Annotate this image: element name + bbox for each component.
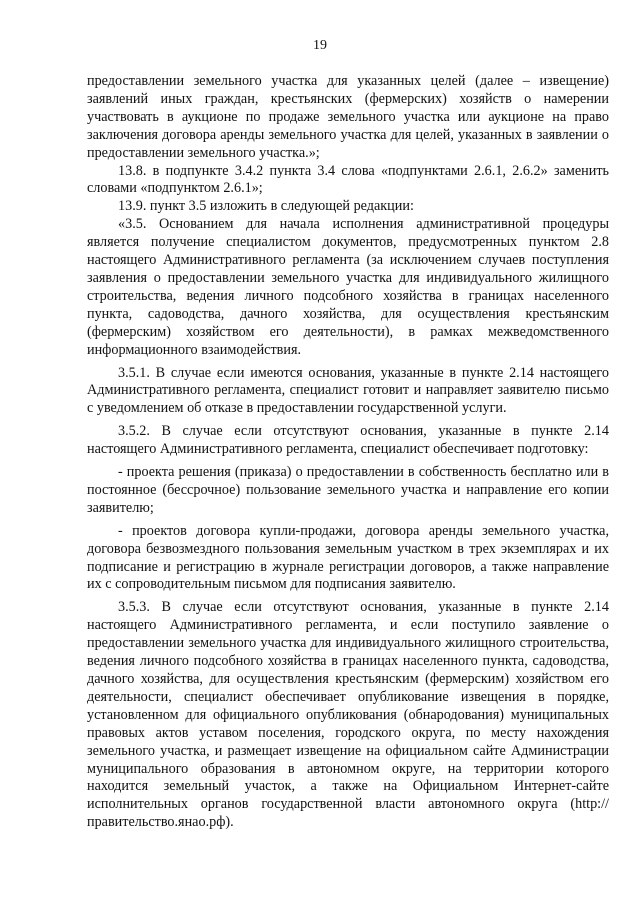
paragraph-3: «3.5. Основанием для начала исполнения административной процедуры является получение специалистом документов, предусмотренных пунктом 2.8 настоящего Административного регламента (за исключением случаев поступления заявления о предоставлении земельного участка для индивидуального жилищного строительства, ведения личного подсобного хозяйства в границах населенного пункта, садоводства, дачного хозяйства, для осуществления крестьянским (фермерским) хозяйством его деятельности), в рамках межведомственного информационного взаимодействия. [87,216,609,358]
paragraph-0: предоставлении земельного участка для указанных целей (далее – извещение) заявлений иных граждан, крестьянских (фермерских) хозяйств о намерении участвовать в аукционе по продаже земельного участка или аукционе на право заключения договора аренды земельного участка для целей, указанных в заявлении о предоставлении земельного участка.»; [87,73,609,161]
paragraph-8: 3.5.3. В случае если отсутствуют основания, указанные в пункте 2.14 настоящего Административного регламента, и если поступило заявление о предоставлении земельного участка для индивидуального жилищного строительства, ведения личного подсобного хозяйства в границах населенного пункта, садоводства, дачного хозяйства, для осуществления крестьянским (фермерским) хозяйством его деятельности, специалист обеспечивает опубликование извещения в порядке, установленном для официального опубликования (обнародования) муниципальных правовых актов уставом поселения, городского округа, по месту нахождения земельного участка, и размещает извещение на официальном сайте Администрации муниципального образования в автономном округе, на территории которого находится земельный участок, а также на Официальном Интернет-сайте исполнительных органов государственной власти автономного округа (http://правительство.янао.рф). [87,599,609,831]
paragraph-6: - проекта решения (приказа) о предоставлении в собственность бесплатно или в постоянное (бессрочное) пользование земельного участка и направление его копии заявителю; [87,464,609,516]
paragraph-5: 3.5.2. В случае если отсутствуют основания, указанные в пункте 2.14 настоящего Административного регламента, специалист обеспечивает подготовку: [87,423,609,458]
paragraph-4: 3.5.1. В случае если имеются основания, указанные в пункте 2.14 настоящего Административного регламента, специалист готовит и направляет заявителю письмо с уведомлением об отказе в предоставлении государственной услуги. [87,364,609,417]
page-number: 19 [313,38,327,53]
document-body [87,73,609,832]
paragraph-2: 13.9. пункт 3.5 изложить в следующей редакции: [118,198,414,215]
paragraph-7: - проектов договора купли-продажи, договора аренды земельного участка, договора безвозмездного пользования земельным участком в трех экземплярах и их подписание и регистрацию в журнале регистрации договоров, а также направление их с сопроводительным письмом для подписания заявителю. [87,522,609,593]
paragraph-1: 13.8. в подпункте 3.4.2 пункта 3.4 слова «подпунктами 2.6.1, 2.6.2» заменить словами «подпунктом 2.6.1»; [87,162,609,197]
